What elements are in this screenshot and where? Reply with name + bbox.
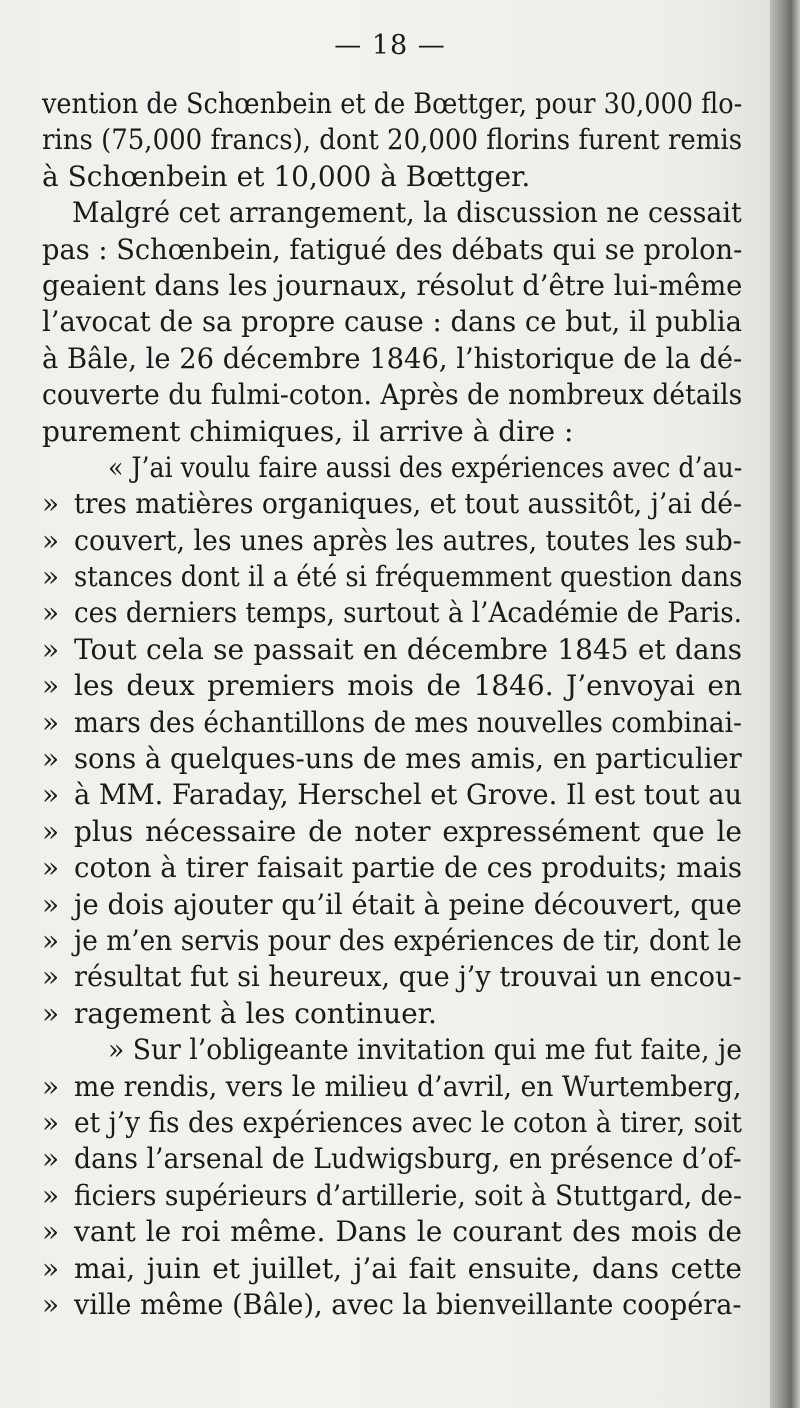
text-line [42, 1105, 742, 1141]
text-line [42, 668, 742, 704]
line-text: « J’ai voulu faire aussi des expériences avec d’au- [108, 450, 743, 484]
line-text: et j’y fis des expériences avec le coton à tirer, soit [74, 1105, 743, 1139]
quote-mark: » [42, 1105, 60, 1139]
line-text: rins (75,000 francs), dont 20,000 florins furent remis [42, 123, 743, 157]
text-line [42, 414, 742, 450]
line-text: je m’en servis pour des expériences de tir, dont le [74, 923, 742, 957]
line-text: ces derniers temps, surtout à l’Académie de Paris. [74, 596, 742, 630]
page-edge-shadow [770, 0, 800, 1408]
text-line [42, 1069, 742, 1105]
line-text: je dois ajouter qu’il était à peine découvert, que [74, 887, 742, 921]
text-line [42, 268, 742, 304]
line-text: ficiers supérieurs d’artillerie, soit à Stuttgard, de- [74, 1178, 742, 1212]
quote-mark: » [42, 523, 60, 557]
text-line [42, 850, 742, 886]
line-text: tres matières organiques, et tout aussitôt, j’ai dé- [74, 487, 742, 521]
quote-mark: » [42, 1287, 60, 1321]
text-line [42, 705, 742, 741]
line-text: à MM. Faraday, Herschel et Grove. Il est tout au [74, 778, 742, 812]
line-text: me rendis, vers le milieu d’avril, en Wurtemberg, [74, 1069, 742, 1103]
text-line [42, 814, 742, 850]
line-text: vention de Schœnbein et de Bœttger, pour 30,000 flo- [42, 87, 743, 120]
quote-mark: » [42, 705, 60, 739]
line-text: Tout cela se passait en décembre 1845 et dans [74, 632, 742, 666]
line-text: mars des échantillons de mes nouvelles combinai- [74, 705, 742, 739]
text-line [42, 559, 742, 595]
line-text: vant le roi même. Dans le courant des mois de [74, 1215, 742, 1249]
quote-mark: » [42, 742, 60, 776]
text-line [42, 959, 742, 995]
line-text: sons à quelques-uns de mes amis, en particulier [74, 742, 742, 776]
quote-mark: » [42, 814, 60, 848]
text-line [42, 1141, 742, 1177]
line-text: Malgré cet arrangement, la discussion ne cessait [72, 196, 742, 230]
text-line [42, 523, 742, 559]
text-line [42, 1178, 742, 1214]
text-line [42, 923, 742, 959]
text-line [42, 232, 742, 268]
quote-mark: » [42, 1069, 60, 1103]
line-text: à Schœnbein et 10,000 à Bœttger. [42, 159, 531, 193]
line-text: à Bâle, le 26 décembre 1846, l’historique de la dé- [42, 341, 743, 375]
text-line [42, 1214, 742, 1250]
quote-mark: » [42, 669, 60, 703]
line-text: l’avocat de sa propre cause : dans ce but, il publia [42, 305, 743, 339]
text-line [42, 86, 742, 122]
line-text: coton à tirer faisait partie de ces produits; mais [74, 851, 743, 885]
quote-mark: » [42, 1251, 60, 1285]
line-text: les deux premiers mois de 1846. J’envoyai en [74, 669, 742, 703]
line-text: mai, juin et juillet, j’ai fait ensuite, dans cette [74, 1251, 742, 1285]
text-line [42, 1287, 742, 1323]
line-text: geaient dans les journaux, résolut d’être lui-même [42, 268, 743, 302]
body-text [42, 86, 742, 1323]
line-text: couvert, les unes après les autres, toutes les sub- [74, 523, 742, 557]
text-line [42, 341, 742, 377]
text-line [42, 450, 742, 486]
text-line [42, 486, 742, 522]
text-line [42, 887, 742, 923]
text-line [42, 1251, 742, 1287]
text-line [42, 996, 742, 1032]
line-text: plus nécessaire de noter expressément que le [74, 814, 742, 848]
line-text: résultat fut si heureux, que j’y trouvai un encou- [74, 960, 742, 994]
quote-mark: » [42, 996, 60, 1030]
text-line [42, 159, 742, 195]
line-text: couverte du fulmi-coton. Après de nombreux détails [42, 378, 743, 412]
quote-mark: » [42, 1178, 60, 1212]
line-text: ville même (Bâle), avec la bienveillante coopéra- [74, 1287, 742, 1321]
quote-mark: » [42, 632, 60, 666]
quote-mark: » [42, 887, 60, 921]
quote-mark: » [42, 778, 60, 812]
text-line [42, 632, 742, 668]
text-line [42, 777, 742, 813]
text-line [42, 741, 742, 777]
text-line [42, 1032, 742, 1068]
text-line [42, 377, 742, 413]
quote-mark: » [42, 560, 60, 594]
quote-mark: » [42, 596, 60, 630]
line-text: » Sur l’obligeante invitation qui me fut faite, je [108, 1033, 742, 1067]
text-line [42, 122, 742, 158]
quote-mark: » [42, 851, 60, 885]
quote-mark: » [42, 1215, 60, 1249]
line-text: ragement à les continuer. [74, 996, 437, 1030]
quote-mark: » [42, 923, 60, 957]
line-text: dans l’arsenal de Ludwigsburg, en présence d’of- [74, 1142, 742, 1176]
line-text: pas : Schœnbein, fatigué des débats qui se prolon- [42, 232, 743, 266]
line-text: purement chimiques, il arrive à dire : [42, 414, 574, 448]
text-line [42, 195, 742, 231]
quote-mark: » [42, 1142, 60, 1176]
quote-mark: » [42, 487, 60, 521]
page-number: — 18 — [334, 30, 446, 61]
quote-mark: » [42, 960, 60, 994]
line-text: stances dont il a été si fréquemment question dans [74, 560, 743, 594]
text-line [42, 304, 742, 340]
text-line [42, 595, 742, 631]
